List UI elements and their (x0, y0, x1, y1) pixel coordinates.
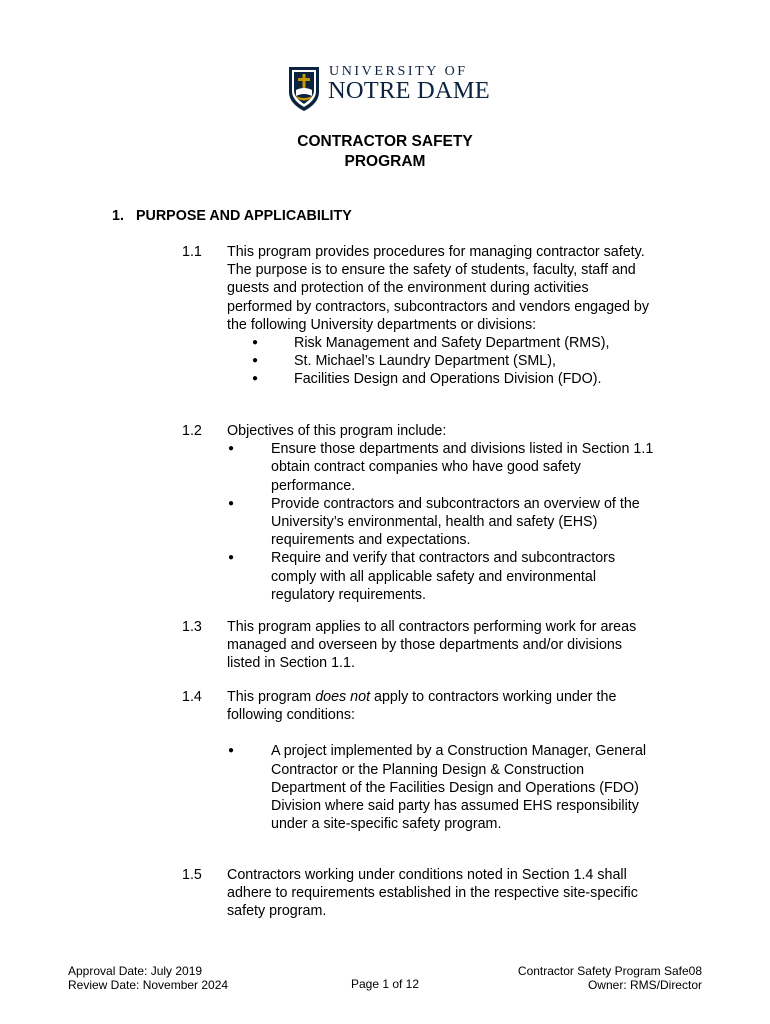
bullet-icon: ● (252, 337, 259, 349)
list-item-text: Provide contractors and subcontractors an overview of the University’s environmental, health and safety (EHS) requirements and expectations. (271, 495, 640, 549)
section-number: 1.2 (182, 423, 202, 439)
logo-line-notre-dame: NOTRE DAME (328, 77, 490, 104)
bullet-icon: ● (228, 552, 235, 564)
section-number: 1.3 (182, 619, 202, 635)
section-body (227, 422, 657, 604)
paragraph-text: This program (227, 689, 316, 705)
university-logo (288, 64, 488, 118)
bullet-icon: ● (252, 373, 259, 385)
paragraph-text: apply to contractors working under the following conditions: (227, 689, 617, 724)
section-body (227, 866, 657, 921)
notre-dame-shield-icon (288, 66, 320, 112)
section-body (227, 688, 657, 833)
approval-date: Approval Date: July 2019 (68, 964, 203, 978)
section-paragraph: Contractors working under conditions noted in Section 1.4 shall adhere to requirements established in the respective site-specific safety program. (227, 867, 638, 920)
bullet-list (227, 334, 657, 389)
list-item (227, 440, 657, 495)
list-item-text: Facilities Design and Operations Division (FDO). (294, 371, 602, 388)
list-item (227, 334, 657, 352)
bullet-icon: ● (252, 355, 259, 367)
section-body (227, 618, 657, 673)
footer-right (518, 964, 702, 992)
document-title-line-2: PROGRAM (344, 153, 426, 170)
bullet-list (227, 440, 657, 604)
bullet-icon: ● (228, 443, 235, 455)
page-number: Page 1 of 12 (350, 977, 420, 991)
section-heading (112, 208, 352, 224)
section-heading-number: 1. (112, 208, 124, 224)
section-number: 1.4 (182, 689, 202, 705)
bullet-icon: ● (228, 497, 235, 509)
logo-line-university-of: UNIVERSITY OF (329, 64, 468, 79)
emphasis-text: does not (315, 689, 371, 705)
review-date: Review Date: November 2024 (68, 978, 229, 992)
section-paragraph: This program applies to all contractors performing work for areas managed and overseen by those departments and/or divisions listed in Section 1.1. (227, 619, 637, 672)
list-item-text: Require and verify that contractors and subcontractors comply with all applicable safety and environmental regulatory requirements. (271, 550, 616, 603)
list-item (227, 549, 657, 604)
document-id: Contractor Safety Program Safe08 (517, 964, 702, 978)
list-item-text: A project implemented by a Construction Manager, General Contractor or the Planning Design & Construction Department of the Facilities Design and Operations (FDO) Division where said party has assumed EHS responsibility under a site-specific safety program. (271, 743, 647, 833)
bullet-list (227, 742, 657, 833)
section-number: 1.1 (182, 244, 202, 260)
list-item-text: Risk Management and Safety Department (RMS), (294, 335, 610, 352)
list-item-text: Ensure those departments and divisions listed in Section 1.1 obtain contract companies who have good safety performance. (271, 441, 654, 494)
section-paragraph: Objectives of this program include: (227, 423, 447, 439)
document-owner: Owner: RMS/Director (587, 978, 702, 992)
section-paragraph (227, 688, 657, 724)
document-title-line-1: CONTRACTOR SAFETY (297, 133, 473, 150)
list-item (227, 742, 657, 833)
bullet-icon: ● (228, 745, 235, 757)
list-item (227, 495, 657, 550)
list-item (227, 352, 657, 370)
section-number: 1.5 (182, 867, 202, 883)
list-item (227, 370, 657, 388)
section-body (227, 243, 657, 389)
section-paragraph: This program provides procedures for managing contractor safety. The purpose is to ensure the safety of students, faculty, staff and guests and protection of the environment during activities performed by contractors, subcontractors and vendors engaged by the following University departments or divisions: (227, 244, 649, 333)
list-item-text: St. Michael’s Laundry Department (SML), (294, 353, 556, 370)
section-heading-text: PURPOSE AND APPLICABILITY (136, 208, 352, 224)
